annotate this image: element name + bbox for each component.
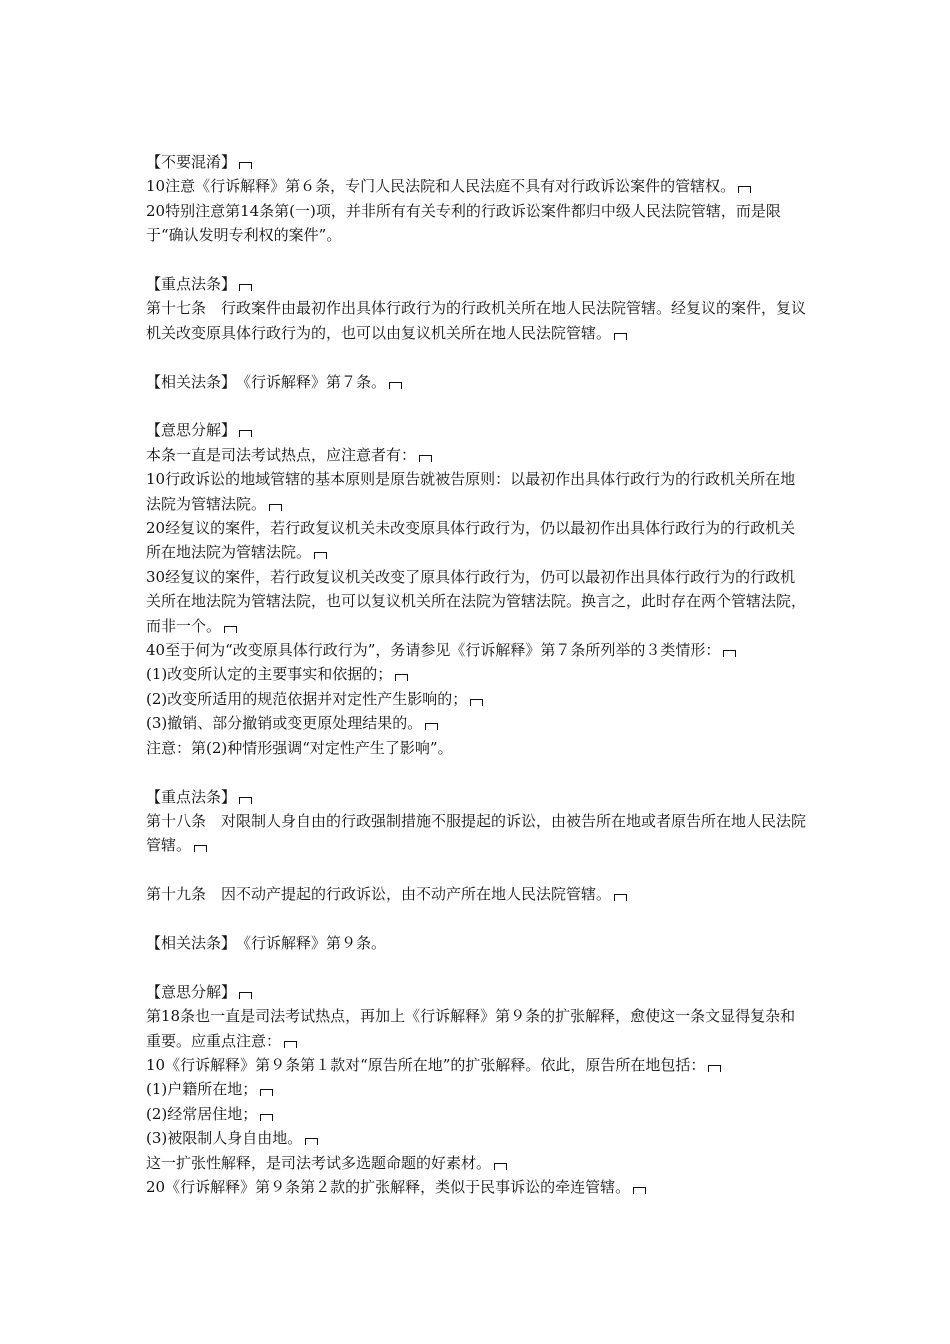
line-text: 20《行诉解释》第９条第２款的扩张解释，类似于民事诉讼的牵连管辖。 <box>146 1177 631 1196</box>
paragraph-mark-icon <box>269 502 282 511</box>
paragraph-mark-icon <box>239 160 252 169</box>
line-text: 【相关法条】 《行诉解释》第７条。 <box>146 372 387 391</box>
line-text: 20经复议的案件，若行政复议机关未改变原具体行政行为，仍以最初作出具体行政行为的行政机关所在地法院为管辖法院。 <box>146 519 796 562</box>
blank-line <box>146 248 806 272</box>
line-text: (2)改变所适用的规范依据并对定性产生影响的； <box>146 689 468 708</box>
text-line <box>146 370 806 394</box>
blank-line <box>146 345 806 369</box>
text-line <box>146 809 806 858</box>
line-text: 【重点法条】 <box>146 275 237 294</box>
blank-line <box>146 907 806 931</box>
text-line <box>146 296 806 345</box>
paragraph-mark-icon <box>425 721 438 730</box>
text-line <box>146 418 806 442</box>
text-line <box>146 931 806 955</box>
text-line <box>146 272 806 296</box>
blank-line <box>146 760 806 784</box>
line-text: 20特别注意第14条第(一)项，并非所有有关专利的行政诉讼案件都归中级人民法院管辖，而是限于“确认发明专利权的案件”。 <box>146 201 781 245</box>
line-text: 40至于何为“改变原具体行政行为”，务请参见《行诉解释》第７条所列举的３类情形： <box>146 641 721 660</box>
paragraph-mark-icon <box>194 843 207 852</box>
paragraph-mark-icon <box>239 428 252 437</box>
paragraph-mark-icon <box>389 380 402 389</box>
paragraph-mark-icon <box>260 1112 273 1121</box>
paragraph-mark-icon <box>614 331 627 340</box>
paragraph-mark-icon <box>260 1087 273 1096</box>
text-line <box>146 174 806 198</box>
line-text: 【意思分解】 <box>146 982 237 1001</box>
paragraph-mark-icon <box>395 672 408 681</box>
text-line <box>146 736 806 760</box>
line-text: 【不要混淆】 <box>146 153 237 171</box>
text-line <box>146 638 806 662</box>
blank-line <box>146 394 806 418</box>
text-line <box>146 1102 806 1126</box>
text-line <box>146 980 806 1004</box>
text-line <box>146 1151 806 1175</box>
paragraph-mark-icon <box>470 697 483 706</box>
line-text: 注意：第(2)种情形强调“对定性产生了影响”。 <box>146 738 453 757</box>
line-text: 第18条也一直是司法考试热点，再加上《行诉解释》第９条的扩张解释，愈使这一条文显得复杂和重要。应重点注意： <box>146 1007 796 1050</box>
line-text: 【重点法条】 <box>146 787 237 806</box>
text-line <box>146 1126 806 1150</box>
document-body <box>146 150 806 1199</box>
text-line <box>146 662 806 686</box>
text-line <box>146 882 806 906</box>
paragraph-mark-icon <box>419 453 432 462</box>
paragraph-mark-icon <box>614 892 627 901</box>
paragraph-mark-icon <box>305 1136 318 1145</box>
line-text: 10行政诉讼的地域管辖的基本原则是原告就被告原则：以最初作出具体行政行为的行政机关所在地法院为管辖法院。 <box>146 470 796 513</box>
text-line <box>146 1053 806 1077</box>
line-text: 本条一直是司法考试热点，应注意者有： <box>146 445 417 464</box>
text-line <box>146 565 806 638</box>
line-text: (3)撤销、部分撤销或变更原处理结果的。 <box>146 714 423 733</box>
text-line <box>146 711 806 735</box>
line-text: 10《行诉解释》第９条第１款对“原告所在地”的扩张解释。依此，原告所在地包括： <box>146 1055 706 1074</box>
line-text: 这一扩张性解释，是司法考试多选题命题的好素材。 <box>146 1153 492 1172</box>
paragraph-mark-icon <box>224 624 237 633</box>
blank-line <box>146 858 806 882</box>
line-text: (1)改变所认定的主要事实和依据的； <box>146 665 393 684</box>
line-text: 10注意《行诉解释》第６条，专门人民法院和人民法庭不具有对行政诉讼案件的管辖权。 <box>146 177 736 196</box>
paragraph-mark-icon <box>239 282 252 291</box>
text-line <box>146 199 806 248</box>
text-line <box>146 467 806 516</box>
paragraph-mark-icon <box>723 648 736 657</box>
blank-line <box>146 955 806 979</box>
paragraph-mark-icon <box>239 990 252 999</box>
paragraph-mark-icon <box>708 1063 721 1072</box>
text-line <box>146 1004 806 1053</box>
line-text: 第十八条 对限制人身自由的行政强制措施不服提起的诉讼，由被告所在地或者原告所在地人民法院管辖。 <box>146 811 807 855</box>
line-text: 第十九条 因不动产提起的行政诉讼，由不动产所在地人民法院管辖。 <box>146 885 612 904</box>
line-text: (3)被限制人身自由地。 <box>146 1129 303 1148</box>
text-line <box>146 150 806 174</box>
paragraph-mark-icon <box>284 1039 297 1048</box>
text-line <box>146 443 806 467</box>
line-text: 第十七条 行政案件由最初作出具体行政行为的行政机关所在地人民法院管辖。经复议的案件，复议机关改变原具体行政行为的，也可以由复议机关所在地人民法院管辖。 <box>146 299 807 342</box>
line-text: (2)经常居住地； <box>146 1104 258 1123</box>
text-line <box>146 1077 806 1101</box>
text-line <box>146 516 806 565</box>
paragraph-mark-icon <box>314 550 327 559</box>
line-text: 【相关法条】 《行诉解释》第９条。 <box>146 933 387 952</box>
line-text: (1)户籍所在地； <box>146 1080 258 1099</box>
paragraph-mark-icon <box>738 184 751 193</box>
line-text: 30经复议的案件，若行政复议机关改变了原具体行政行为，仍可以最初作出具体行政行为的行政机关所在地法院为管辖法院，也可以复议机关所在法院为管辖法院。换言之，此时存在两个管辖法院，而非一个。 <box>146 567 807 635</box>
paragraph-mark-icon <box>633 1185 646 1194</box>
text-line <box>146 785 806 809</box>
paragraph-mark-icon <box>494 1161 507 1170</box>
paragraph-mark-icon <box>239 795 252 804</box>
text-line <box>146 1175 806 1199</box>
line-text: 【意思分解】 <box>146 421 237 440</box>
text-line <box>146 687 806 711</box>
